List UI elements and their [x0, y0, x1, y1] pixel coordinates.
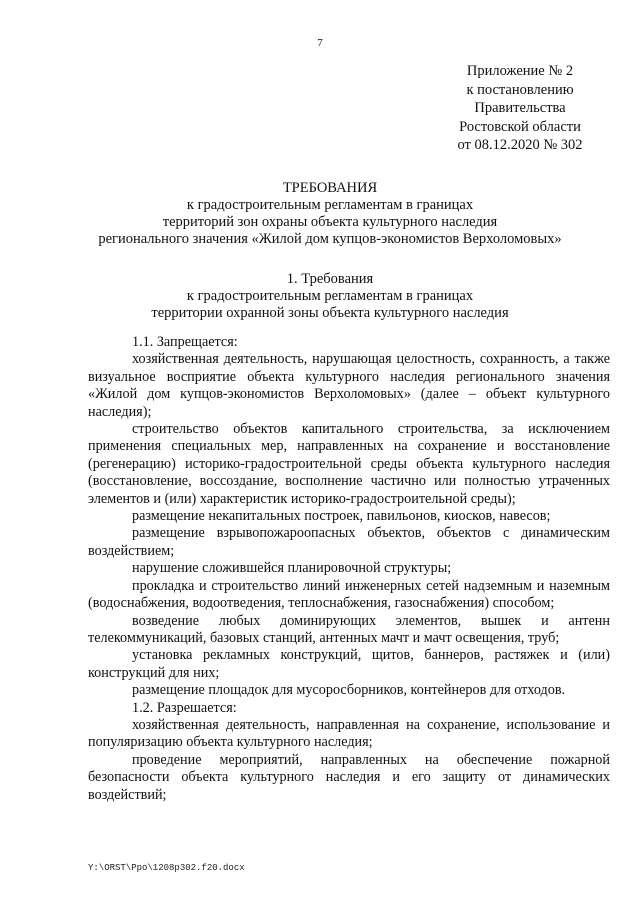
- heading-line: территорий зон охраны объекта культурного наследия: [162, 214, 498, 230]
- list-item: размещение некапитальных построек, павильонов, киосков, навесов;: [132, 508, 551, 525]
- list-item: возведение любых доминирующих элементов, вышек и антенн телекоммуникаций, базовых станций, антенных мачт и мачт освещения, труб;: [88, 612, 610, 646]
- list-item: строительство объектов капитального строительства, за исключением применения специальных мер, направленных на сохранение и восстановление (регенерацию) историко-градостроительной среды объекта культурного наследия (восстановление, воссоздание, восполнение частично или полностью утраченных элементов и (или) характеристик историко-градостроительной среды);: [88, 421, 610, 507]
- list-item: размещение площадок для мусоросборников, контейнеров для отходов.: [132, 682, 566, 699]
- list-item: прокладка и строительство линий инженерных сетей надземным и наземным (водоснабжения, водоотведения, теплоснабжения, газоснабжения) способом;: [88, 577, 610, 612]
- heading-line: регионального значения «Жилой дом купцов-экономистов Верхоломовых»: [98, 231, 562, 247]
- list-item: хозяйственная деятельность, направленная на сохранение, использование и популяризацию объекта культурного наследия;: [88, 716, 610, 751]
- appendix-line: Ростовской области: [459, 118, 581, 135]
- list-item: нарушение сложившейся планировочной структуры;: [132, 560, 452, 577]
- appendix-line: Правительства: [474, 100, 566, 116]
- list-item: установка рекламных конструкций, щитов, баннеров, растяжек и (или) конструкций для них;: [88, 647, 610, 681]
- clause-heading: 1.1. Запрещается:: [132, 334, 238, 350]
- file-path-footer: Y:\ORST\Ppo\1208p302.f20.docx: [88, 863, 245, 873]
- appendix-block: [440, 62, 600, 155]
- heading-line: к градостроительным регламентам в границах: [186, 197, 474, 213]
- appendix-line: к постановлению: [466, 81, 574, 98]
- section-title: 1. Требования: [286, 271, 374, 287]
- clause-heading: 1.2. Разрешается:: [132, 699, 237, 716]
- appendix-line: от 08.12.2020 № 302: [457, 137, 583, 153]
- list-item: размещение взрывопожароопасных объектов, объектов с динамическим воздействием;: [88, 525, 610, 559]
- list-item: проведение мероприятий, направленных на обеспечение пожарной безопасности объекта культурного наследия и его защиту от динамических воздействий;: [88, 751, 610, 803]
- section-heading: [80, 271, 580, 322]
- main-heading: [80, 180, 580, 248]
- heading-title: ТРЕБОВАНИЯ: [282, 180, 378, 196]
- section-line: к градостроительным регламентам в границах: [186, 288, 474, 304]
- section-line: территории охранной зоны объекта культурного наследия: [151, 305, 509, 321]
- appendix-line: Приложение № 2: [466, 63, 574, 79]
- list-item: хозяйственная деятельность, нарушающая целостность, сохранность, а также визуальное восприятие объекта культурного наследия регионального значения «Жилой дом купцов-экономистов Верхоломовых» (далее – объект культурного наследия);: [88, 351, 610, 420]
- page-number: 7: [317, 37, 323, 49]
- body-text: [88, 334, 610, 804]
